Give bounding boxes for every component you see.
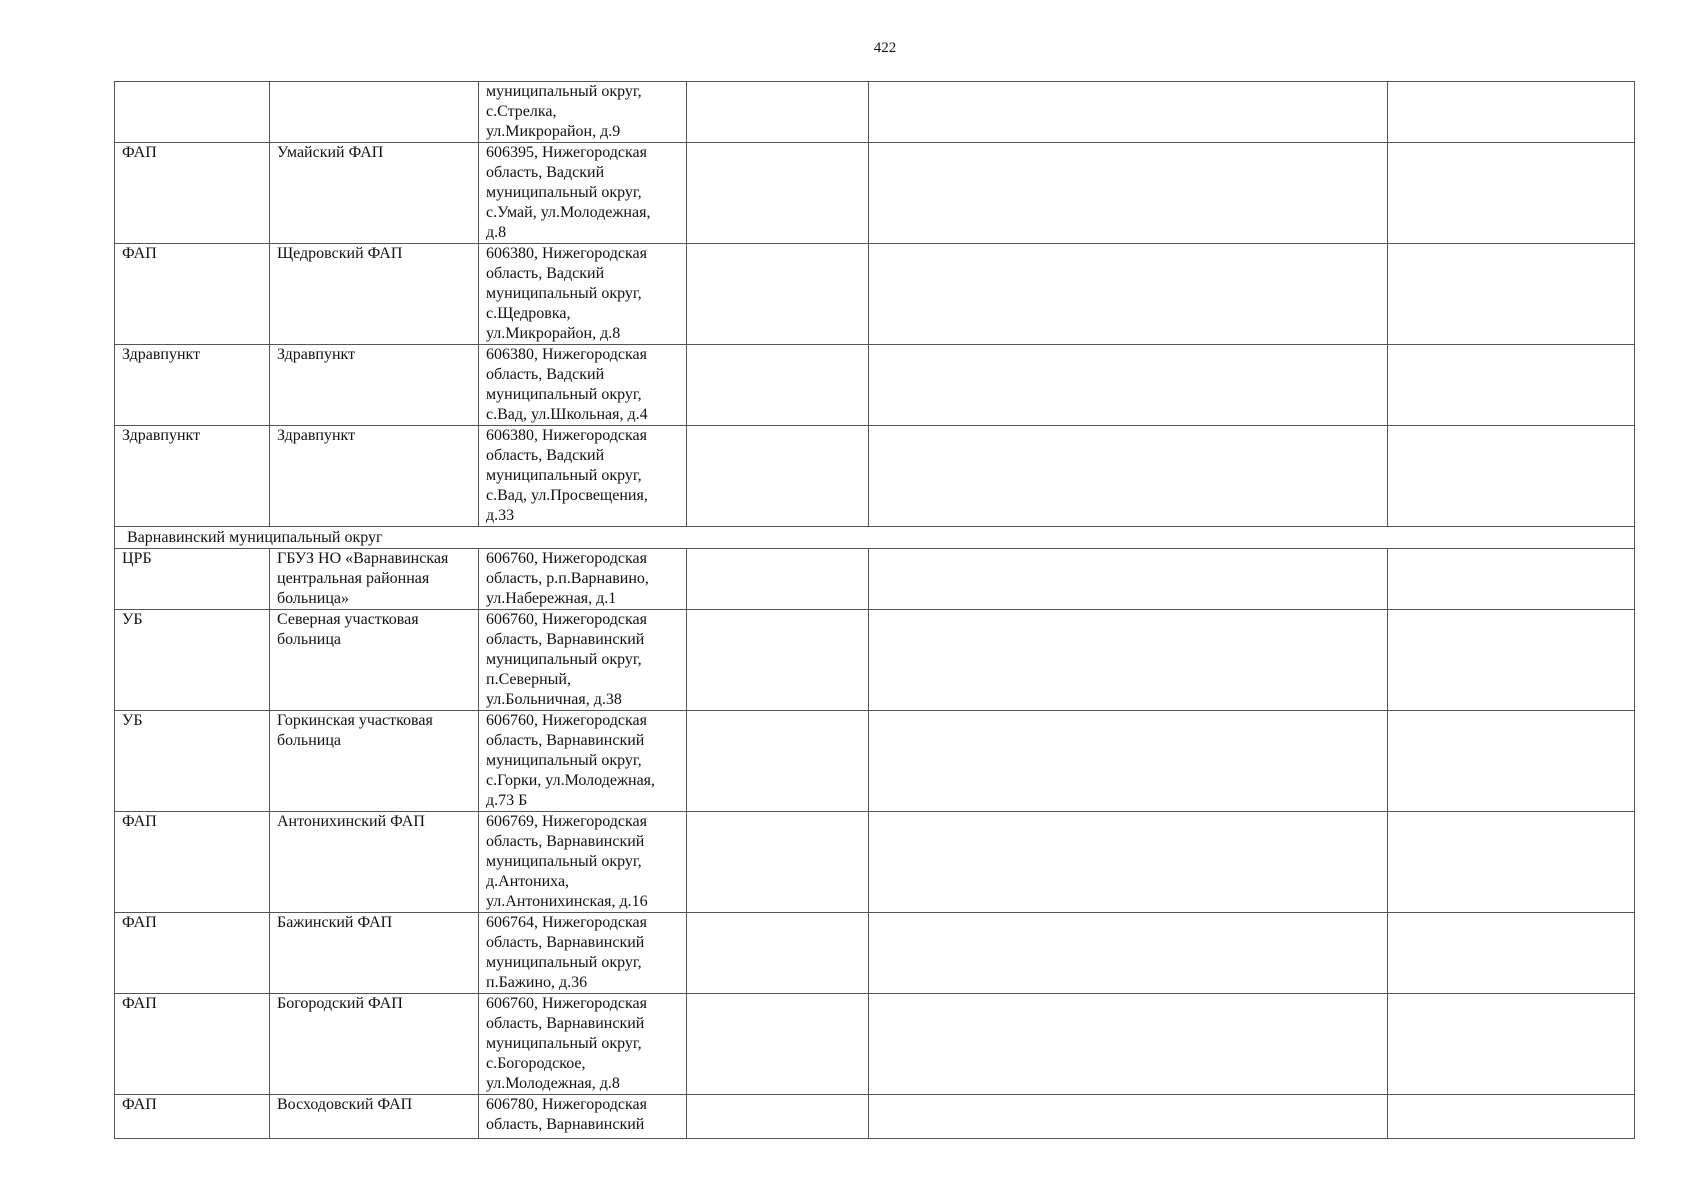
cell-line: область, Варнавинский	[486, 934, 645, 951]
empty-cell	[869, 711, 1388, 812]
cell-line: Умайский ФАП	[277, 144, 384, 161]
name-cell	[270, 82, 479, 143]
empty-cell	[869, 143, 1388, 244]
empty-cell	[687, 913, 869, 994]
address-cell	[479, 82, 687, 143]
type-cell	[115, 143, 270, 244]
table-row	[115, 711, 1635, 812]
empty-cell	[1388, 426, 1635, 527]
name-cell	[270, 143, 479, 244]
empty-cell	[687, 143, 869, 244]
cell-line: Здравпункт	[122, 427, 201, 444]
cell-line: д.Антониха,	[486, 873, 570, 890]
type-cell	[115, 82, 270, 143]
cell-line: муниципальный округ,	[486, 285, 642, 302]
table-row	[115, 345, 1635, 426]
section-title: Варнавинский муниципальный округ	[115, 527, 1635, 549]
empty-cell	[687, 610, 869, 711]
cell-line: 606760, Нижегородская	[486, 550, 647, 567]
cell-line: УБ	[122, 611, 143, 628]
cell-line: муниципальный округ,	[486, 651, 642, 668]
address-cell	[479, 143, 687, 244]
table-row	[115, 913, 1635, 994]
cell-line: Богородский ФАП	[277, 995, 403, 1012]
cell-line: ул.Микрорайон, д.8	[486, 325, 621, 342]
cell-line: ФАП	[122, 995, 157, 1012]
empty-cell	[1388, 1095, 1635, 1139]
type-cell	[115, 610, 270, 711]
empty-cell	[1388, 244, 1635, 345]
address-cell	[479, 913, 687, 994]
address-cell	[479, 244, 687, 345]
cell-line: ул.Набережная, д.1	[486, 590, 617, 607]
empty-cell	[687, 1095, 869, 1139]
cell-line: область, р.п.Варнавино,	[486, 570, 649, 587]
name-cell	[270, 345, 479, 426]
cell-line: больница	[277, 631, 341, 648]
name-cell	[270, 244, 479, 345]
type-cell	[115, 244, 270, 345]
cell-line: д.8	[486, 224, 507, 241]
address-cell	[479, 711, 687, 812]
cell-line: область, Вадский	[486, 447, 605, 464]
cell-line: 606380, Нижегородская	[486, 427, 647, 444]
address-cell	[479, 549, 687, 610]
cell-line: муниципальный округ,	[486, 184, 642, 201]
cell-line: ГБУЗ НО «Варнавинская	[277, 550, 449, 567]
empty-cell	[869, 610, 1388, 711]
cell-line: ул.Микрорайон, д.9	[486, 123, 621, 140]
cell-line: с.Умай, ул.Молодежная,	[486, 204, 651, 221]
cell-line: 606760, Нижегородская	[486, 611, 647, 628]
cell-line: с.Щедровка,	[486, 305, 571, 322]
empty-cell	[687, 82, 869, 143]
empty-cell	[687, 549, 869, 610]
cell-line: Бажинский ФАП	[277, 914, 393, 931]
table-row	[115, 426, 1635, 527]
empty-cell	[687, 426, 869, 527]
empty-cell	[1388, 345, 1635, 426]
cell-line: область, Вадский	[486, 366, 605, 383]
cell-line: муниципальный округ,	[486, 386, 642, 403]
empty-cell	[869, 82, 1388, 143]
name-cell	[270, 994, 479, 1095]
cell-line: Здравпункт	[277, 346, 356, 363]
cell-line: Здравпункт	[277, 427, 356, 444]
address-cell	[479, 812, 687, 913]
cell-line: ЦРБ	[122, 550, 152, 567]
cell-line: с.Вад, ул.Просвещения,	[486, 487, 648, 504]
cell-line: муниципальный округ,	[486, 83, 642, 100]
address-cell	[479, 426, 687, 527]
empty-cell	[1388, 143, 1635, 244]
address-cell	[479, 345, 687, 426]
page-number: 422	[873, 40, 897, 56]
cell-line: муниципальный округ,	[486, 853, 642, 870]
cell-line: с.Стрелка,	[486, 103, 557, 120]
empty-cell	[869, 426, 1388, 527]
cell-line: муниципальный округ,	[486, 1035, 642, 1052]
type-cell	[115, 426, 270, 527]
address-cell	[479, 994, 687, 1095]
cell-line: ул.Антонихинская, д.16	[486, 893, 648, 910]
cell-line: УБ	[122, 712, 143, 729]
empty-cell	[869, 345, 1388, 426]
cell-line: ФАП	[122, 813, 157, 830]
cell-line: 606380, Нижегородская	[486, 245, 647, 262]
type-cell	[115, 1095, 270, 1139]
type-cell	[115, 711, 270, 812]
cell-line: 606760, Нижегородская	[486, 995, 647, 1012]
name-cell	[270, 913, 479, 994]
type-cell	[115, 994, 270, 1095]
section-row	[115, 527, 1635, 549]
type-cell	[115, 345, 270, 426]
cell-line: Щедровский ФАП	[277, 245, 403, 262]
address-cell	[479, 610, 687, 711]
cell-line: д.33	[486, 507, 515, 524]
address-cell	[479, 1095, 687, 1139]
empty-cell	[869, 913, 1388, 994]
empty-cell	[687, 812, 869, 913]
cell-line: Северная участковая	[277, 611, 419, 628]
cell-line: центральная районная	[277, 570, 430, 587]
facilities-table	[114, 81, 1635, 1139]
cell-line: область, Варнавинский	[486, 1116, 645, 1133]
empty-cell	[687, 345, 869, 426]
empty-cell	[687, 711, 869, 812]
cell-line: область, Варнавинский	[486, 631, 645, 648]
cell-line: Антонихинский ФАП	[277, 813, 425, 830]
cell-line: ул.Больничная, д.38	[486, 691, 622, 708]
empty-cell	[687, 994, 869, 1095]
table-row	[115, 812, 1635, 913]
type-cell	[115, 812, 270, 913]
cell-line: больница»	[277, 590, 349, 607]
cell-line: ФАП	[122, 144, 157, 161]
cell-line: 606760, Нижегородская	[486, 712, 647, 729]
cell-line: д.73 Б	[486, 792, 528, 809]
empty-cell	[869, 549, 1388, 610]
table-row	[115, 610, 1635, 711]
empty-cell	[869, 994, 1388, 1095]
table-row	[115, 549, 1635, 610]
cell-line: п.Северный,	[486, 671, 571, 688]
empty-cell	[869, 1095, 1388, 1139]
empty-cell	[1388, 549, 1635, 610]
cell-line: 606769, Нижегородская	[486, 813, 647, 830]
empty-cell	[1388, 82, 1635, 143]
name-cell	[270, 812, 479, 913]
cell-line: Здравпункт	[122, 346, 201, 363]
cell-line: п.Бажино, д.36	[486, 974, 588, 991]
cell-line: муниципальный округ,	[486, 467, 642, 484]
empty-cell	[1388, 812, 1635, 913]
table-row	[115, 1095, 1635, 1139]
cell-line: 606380, Нижегородская	[486, 346, 647, 363]
type-cell	[115, 549, 270, 610]
table-row	[115, 82, 1635, 143]
cell-line: ФАП	[122, 1096, 157, 1113]
cell-line: муниципальный округ,	[486, 752, 642, 769]
cell-line: ФАП	[122, 245, 157, 262]
cell-line: область, Вадский	[486, 164, 605, 181]
cell-line: 606395, Нижегородская	[486, 144, 647, 161]
type-cell	[115, 913, 270, 994]
cell-line: больница	[277, 732, 341, 749]
cell-line: область, Варнавинский	[486, 1015, 645, 1032]
cell-line: ул.Молодежная, д.8	[486, 1075, 620, 1092]
cell-line: Горкинская участковая	[277, 712, 433, 729]
table-row	[115, 244, 1635, 345]
cell-line: Восходовский ФАП	[277, 1096, 413, 1113]
cell-line: 606764, Нижегородская	[486, 914, 647, 931]
name-cell	[270, 610, 479, 711]
empty-cell	[1388, 994, 1635, 1095]
cell-line: с.Богородское,	[486, 1055, 586, 1072]
table-row	[115, 143, 1635, 244]
cell-line: муниципальный округ,	[486, 954, 642, 971]
name-cell	[270, 549, 479, 610]
cell-line: с.Вад, ул.Школьная, д.4	[486, 406, 648, 423]
name-cell	[270, 711, 479, 812]
name-cell	[270, 1095, 479, 1139]
empty-cell	[869, 812, 1388, 913]
empty-cell	[869, 244, 1388, 345]
name-cell	[270, 426, 479, 527]
cell-line: область, Варнавинский	[486, 732, 645, 749]
empty-cell	[1388, 913, 1635, 994]
cell-line: область, Вадский	[486, 265, 605, 282]
cell-line: область, Варнавинский	[486, 833, 645, 850]
cell-line: 606780, Нижегородская	[486, 1096, 647, 1113]
table-row	[115, 994, 1635, 1095]
empty-cell	[1388, 610, 1635, 711]
cell-line: ФАП	[122, 914, 157, 931]
cell-line: с.Горки, ул.Молодежная,	[486, 772, 656, 789]
empty-cell	[1388, 711, 1635, 812]
empty-cell	[687, 244, 869, 345]
